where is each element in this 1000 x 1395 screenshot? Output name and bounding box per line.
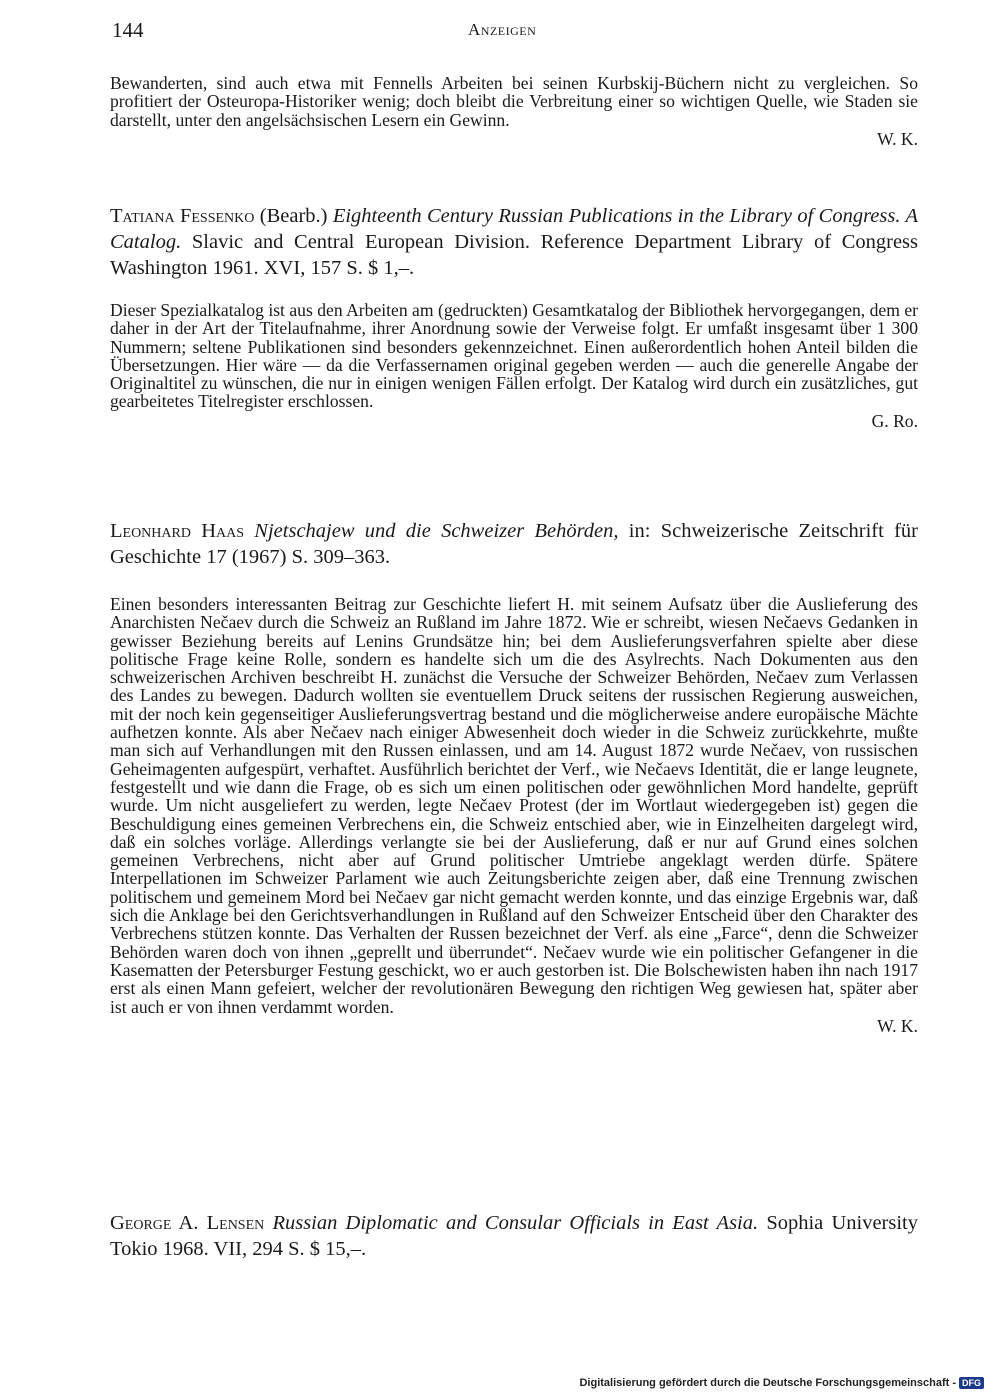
publication-info: in: Schweizerische Zeitschrift für Geschichte 17 (1967) S. 309–363. — [110, 520, 918, 568]
publication-info: Slavic and Central European Division. Reference Department Library of Congress Washington 1961. XVI, 157 S. $ 1,–. — [110, 231, 918, 279]
review-fessenko — [110, 203, 918, 432]
footer-text: Digitalisierung gefördert durch die Deutsche Forschungsgemeinschaft - — [579, 1377, 956, 1389]
review-lensen — [110, 1210, 918, 1262]
review-text: Bewanderten, sind auch etwa mit Fennells Arbeiten bei seinen Kurbskij-Büchern nicht zu vergleichen. So profitiert der Osteuropa-Historiker wenig; doch bleibt die Verbreitung einer so wichtigen Quelle, wie Staden sie darstellt, unter den angelsächsischen Lesern ein Gewinn. — [110, 73, 918, 130]
review-continuation — [110, 74, 918, 150]
author-name: Tatiana Fessenko — [110, 205, 255, 227]
dfg-logo: DFG — [959, 1377, 984, 1389]
publication-info: Sophia University Tokio 1968. VII, 294 S. $ 15,–. — [110, 1212, 918, 1260]
running-head — [468, 20, 536, 40]
author-name: Leonhard Haas — [110, 520, 245, 542]
review-text: Einen besonders interessanten Beitrag zur Geschichte liefert H. mit seinem Aufsatz über die Auslieferung des Anarchisten Nečaev durch die Schweiz an Rußland im Jahre 1872. Wie er schreibt, wiesen Nečaevs Gedanken in gewisser Beziehung bereits auf Lenins Grundsätze hin; bei dem Auslieferungsverfahren spielte aber diese politische Frage keine Rolle, sondern es handelte sich um die des Asylrechts. Nach Dokumenten aus den schweizerischen Archiven beschreibt H. zunächst die Versuche der Schweizer Behörden, Nečaev zum Verlassen des Landes zu bewegen. Dadurch wollten sie eventuellem Druck seitens der russischen Regierung ausweichen, mit der noch kein gegenseitiger Auslieferungsvertrag bestand und die möglicherweise andere europäische Mächte aufhetzen konnte. Als aber Nečaev nach einiger Abwesenheit doch wieder in die Schweiz zurückkehrte, mußte man sich auf Verhandlungen mit den Russen einlassen, und am 14. August 1872 wurde Nečaev, von russischen Geheimagenten aufgespürt, verhaftet. Ausführlich berichtet der Verf., wie Nečaevs Identität, die er lange leugnete, festgestellt und wie dann die Frage, ob es sich um einen politischen oder gewöhnlichen Mord handelte, geprüft wurde. Um nicht ausgeliefert zu werden, legte Nečaev Protest (der im Wortlaut wiedergegeben ist) gegen die Beschuldigung eines gemeinen Verbrechens ein, die Schweiz entschied aber, wie in Einzelheiten dargelegt wird, daß ein solches vorläge. Allerdings verlangte sie bei der Auslieferung, daß er nur auf Grund eines solchen gemeinen Verbrechens, nicht aber auf Grund politischer Umtriebe angeklagt werden dürfe. Spätere Interpellationen im Schweizer Parlament wie auch Zeitungsberichte zeigen aber, daß eine Trennung zwischen politischem und gemeinem Mord bei Nečaev gar nicht gemacht werden konnte, und das einzige Ergebnis war, daß sich die Anklage bei den Gerichtsverhandlungen in Rußland auf den Schweizer Entscheid über den Charakter des Verbrechens stützen konnte. Das Verhalten der Russen bezeichnet der Verf. als eine „Farce“, denn die Schweizer Behörden waren doch von ihnen „geprellt und überrundet“. Nečaev wurde wie ein politischer Gefangener in die Kasematten der Petersburger Festung geschickt, wo er auch gestorben ist. Die Bolschewisten haben ihn nach 1917 erst als einen Mann gefeiert, welcher der revolutionären Bewegung den richtigen Weg gewiesen hat, später aber ist auch er von ihnen verdammt worden. — [110, 594, 918, 1017]
bibliographic-heading — [110, 518, 918, 570]
bibliographic-heading — [110, 203, 918, 281]
work-title: Eighteenth Century Russian Publications in the Library of Congress. A Catalog. — [110, 205, 918, 253]
bibliographic-heading — [110, 1210, 918, 1262]
reviewer-signature: W. K. — [877, 1015, 918, 1036]
review-haas — [110, 518, 918, 1037]
author-role: (Bearb.) — [254, 205, 333, 227]
page-number: 144 — [112, 18, 144, 42]
digitization-footer — [579, 1377, 984, 1389]
work-title: Russian Diplomatic and Consular Officials in East Asia. — [264, 1212, 759, 1234]
review-text: Dieser Spezialkatalog ist aus den Arbeiten am (gedruckten) Gesamtkatalog der Bibliothek hervorgegangen, dem er daher in der Art der Titelaufnahme, ihrer Anordnung sowie der Verweise folgt. Er umfaßt insgesamt über 1 300 Nummern; seltene Publikationen sind besonders gekennzeichnet. Einen außerordentlich hohen Anteil bilden die Übersetzungen. Hier wäre — da die Verfassernamen original gegeben werden — auch die generelle Angabe der Originaltitel zu wünschen, die nur in einigen wenigen Fällen erfolgt. Der Katalog wird durch ein zusätzliches, gut gearbeitetes Titelregister erschlossen. — [110, 300, 918, 412]
reviewer-signature: G. Ro. — [871, 410, 918, 431]
reviewer-signature: W. K. — [877, 128, 918, 149]
author-name: George A. Lensen — [110, 1212, 265, 1234]
running-head-text: Anzeigen — [468, 20, 537, 39]
work-title: Njetschajew und die Schweizer Behörden, — [244, 520, 619, 542]
